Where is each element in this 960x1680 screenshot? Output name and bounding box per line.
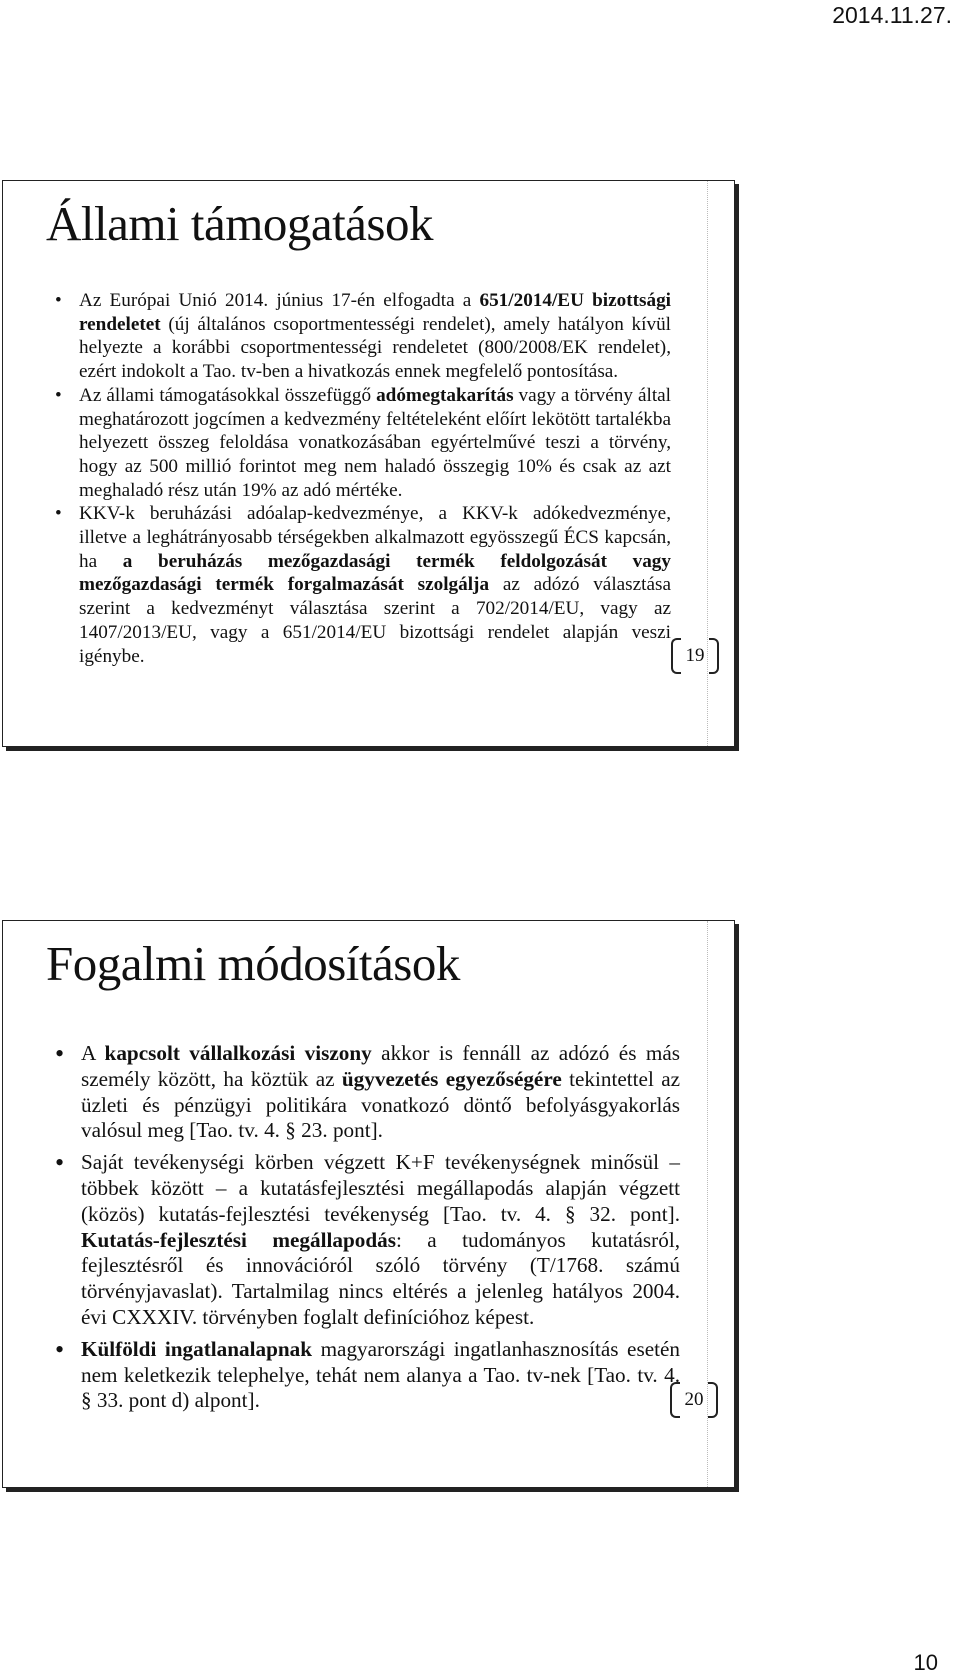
bullet-item [55, 1150, 680, 1331]
bullet-item [55, 289, 671, 384]
text-run: tekintettel az üzleti és pénzügyi politikára vonatkozó döntő befolyásgyakorlás valósul meg [Tao. tv. 4. § 23. pont]. [81, 1066, 680, 1143]
slide-title: Fogalmi módosítások [46, 936, 460, 991]
slide-allami-tamogatasok [2, 180, 735, 747]
slide-number: 20 [670, 1378, 718, 1422]
bold-text: adómegtakarítás [376, 384, 514, 406]
bold-text: a beruházás mezőgazdasági termék feldolgozását vagy mezőgazdasági termék forgalmazását szolgálja [79, 550, 671, 596]
text-run: az adózó választása szerint a kedvezményt választása szerint a 702/2014/EU, vagy az 1407/2013/EU, vagy a 651/2014/EU bizottsági rendelet alapján veszi igénybe. [79, 574, 671, 667]
bold-text: 651/2014/EU bizottsági rendeletet [79, 290, 671, 335]
text-run: KKV-k beruházási adóalap-kedvezménye, a KKV-k adókedvezménye, illetve a leghátrányosabb térségekben alkalmazott egyösszegű ÉCS kapcsán, ha [79, 503, 671, 572]
text-run: (új általános csoportmentességi rendelet), amely hatályon kívül helyezte a korábbi csoportmentességi rendeletet (800/2008/EK rendelet), ezért indokolt a Tao. tv-ben a hivatkozás ennek megfelelő pontosítása. [79, 313, 671, 383]
text-run: vagy a törvény által meghatározott jogcímen a kedvezmény feltételeként előírt lekötött tartalékba helyezett összeg feloldása vonatkozásában egyértelművé teszi a törvény, hogy az 500 millió forintot meg nem haladó összegig 10% és csak az azt meghaladó rész után 19% az adó mértéke. [79, 384, 671, 501]
text-run: akkor is fennáll az adózó és más személy között, ha köztük az [81, 1041, 680, 1091]
bullet-item [55, 384, 671, 503]
text-run: : a tudományos kutatásról, fejlesztésről és innovációról szóló törvény (T/1768. számú törvényjavaslat). Tartalmilag nincs eltérés a jelenleg hatályos 2004. évi CXXXIV. törvényben foglalt definícióhoz képest. [81, 1227, 680, 1329]
page-number: 10 [913, 1650, 938, 1675]
text-run: magyarországi ingatlanhasznosítás esetén nem keletkezik telephelye, tehát nem alanya a Tao. tv-nek [Tao. tv. 4. § 33. pont d) alpont]. [81, 1336, 680, 1413]
header-date: 2014.11.27. [832, 2, 952, 28]
slide-number: 19 [671, 634, 719, 678]
bullet-list [55, 289, 671, 668]
text-run: A [81, 1041, 105, 1065]
text-run: Saját tevékenységi körben végzett K+F tevékenységnek minősül – többek között – a kutatásfejlesztési megállapodás alapján végzett (közös) kutatás-fejlesztési tevékenység [Tao. tv. 4. § 32. pont]. [81, 1150, 680, 1226]
bullet-item [55, 1337, 680, 1414]
bullet-item [55, 502, 671, 668]
bullet-item [55, 1041, 680, 1144]
bullet-list [55, 1041, 680, 1420]
bold-text: Kutatás-fejlesztési megállapodás [81, 1227, 396, 1252]
bold-text: ügyvezetés egyezőségére [341, 1066, 562, 1091]
slide-title: Állami támogatások [46, 196, 433, 251]
bold-text: kapcsolt vállalkozási viszony [104, 1041, 372, 1065]
text-run: Az Európai Unió 2014. június 17-én elfogadta a [79, 290, 480, 311]
slide-fogalmi-modositasok [2, 920, 735, 1488]
bold-text: Külföldi ingatlanalapnak [81, 1336, 313, 1361]
text-run: Az állami támogatásokkal összefüggő [79, 384, 377, 406]
